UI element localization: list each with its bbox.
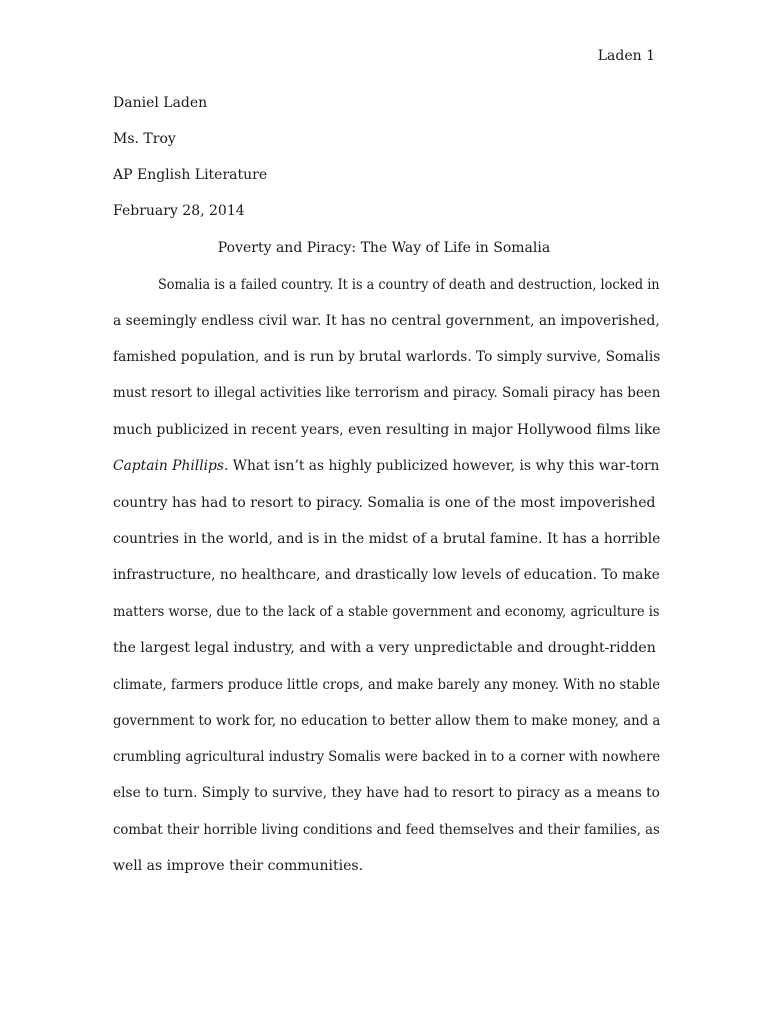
body-line-15: else to turn. Simply to survive, they have had to resort to piracy as a means to (113, 785, 660, 801)
body-line-10: matters worse, due to the lack of a stable government and economy, agriculture is (113, 604, 660, 620)
body-line-5: much publicized in recent years, even resulting in major Hollywood films like (113, 422, 661, 438)
running-head: Laden 1 (597, 48, 655, 64)
body-line-6-rest: . What isn’t as highly publicized however, is why this war-torn (223, 458, 660, 474)
body-line-9: infrastructure, no healthcare, and drastically low levels of education. To make (113, 567, 660, 583)
body-line-7: country has had to resort to piracy. Somalia is one of the most impoverished (113, 495, 656, 511)
body-line-12: climate, farmers produce little crops, and make barely any money. With no stable (113, 677, 661, 693)
body-line-1: Somalia is a failed country. It is a country of death and destruction, locked in (158, 277, 660, 293)
body-line-14: crumbling agricultural industry Somalis were backed in to a corner with nowhere (113, 749, 661, 765)
body-line-4: must resort to illegal activities like terrorism and piracy. Somali piracy has been (113, 385, 661, 401)
author-name: Daniel Laden (113, 95, 208, 111)
body-line-6 (113, 457, 659, 475)
body-line-17: well as improve their communities. (113, 858, 364, 874)
body-line-3: famished population, and is run by brutal warlords. To simply survive, Somalis (113, 349, 661, 365)
essay-date: February 28, 2014 (113, 203, 245, 219)
body-line-11: the largest legal industry, and with a very unpredictable and drought-ridden (113, 640, 656, 656)
body-line-13: government to work for, no education to better allow them to make money, and a (113, 713, 661, 729)
film-title: Captain Phillips (113, 458, 224, 474)
body-line-8: countries in the world, and is in the midst of a brutal famine. It has a horrible (113, 531, 661, 547)
body-line-2: a seemingly endless civil war. It has no central government, an impoverished, (113, 313, 660, 329)
essay-title: Poverty and Piracy: The Way of Life in Somalia (217, 240, 551, 256)
instructor-name: Ms. Troy (113, 131, 176, 147)
body-line-16: combat their horrible living conditions and feed themselves and their families, as (113, 822, 660, 838)
course-name: AP English Literature (113, 167, 268, 183)
